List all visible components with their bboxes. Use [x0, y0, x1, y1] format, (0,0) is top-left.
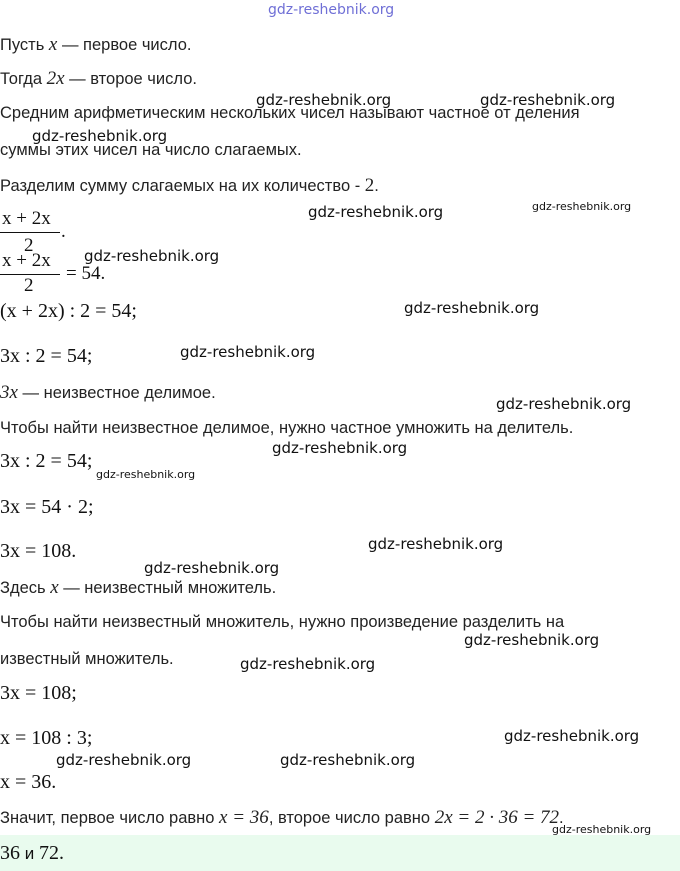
- fraction-denominator: 2: [24, 275, 34, 296]
- answer-bar: [0, 835, 680, 871]
- equation-6: 3x = 108;: [0, 682, 77, 704]
- text: , второе число равно: [268, 809, 435, 827]
- fraction-denominator: 2: [24, 235, 34, 256]
- line-first-number: [0, 34, 191, 56]
- line-unknown-factor: [0, 577, 276, 599]
- line-conclusion: [0, 807, 564, 829]
- text: Здесь: [0, 579, 51, 597]
- line-definition-1: Средним арифметическим нескольких чисел называют частное от деления: [0, 104, 580, 122]
- math-number: 2: [364, 175, 375, 196]
- math-var: x: [50, 577, 59, 598]
- text: Тогда: [0, 70, 47, 88]
- equation-2: 3x : 2 = 54;: [0, 345, 93, 367]
- fraction-numerator: x + 2x: [2, 250, 51, 271]
- fraction-tail: .: [61, 221, 66, 242]
- equation-3: 3x : 2 = 54;: [0, 450, 93, 472]
- watermark: gdz-reshebnik.org: [144, 559, 280, 577]
- math-expr: 2x = 2 · 36 = 72: [434, 807, 560, 828]
- answer-number-2: 72: [38, 842, 59, 864]
- line-second-number: [0, 68, 197, 90]
- watermark: gdz-reshebnik.org: [368, 535, 504, 553]
- equation-5: 3x = 108.: [0, 540, 77, 562]
- watermark: gdz-reshebnik.org: [504, 727, 640, 745]
- equation-4: 3x = 54 · 2;: [0, 496, 94, 518]
- watermark: gdz-reshebnik.org: [256, 91, 392, 109]
- equation-8: x = 36.: [0, 771, 57, 793]
- math-expr: x = 36: [219, 807, 269, 828]
- line-rule-factor-2: известный множитель.: [0, 650, 174, 668]
- text: — неизвестное делимое.: [17, 384, 216, 402]
- line-rule-factor-1: Чтобы найти неизвестный множитель, нужно произведение разделить на: [0, 613, 565, 631]
- text: — неизвестный множитель.: [58, 579, 277, 597]
- answer-period: .: [58, 842, 64, 864]
- text: Пусть: [0, 36, 49, 54]
- watermark: gdz-reshebnik.org: [496, 395, 632, 413]
- text: .: [374, 177, 379, 195]
- answer-text: [0, 842, 64, 865]
- text: Значит, первое число равно: [0, 809, 220, 827]
- watermark: gdz-reshebnik.org: [240, 655, 376, 673]
- fraction-numerator: x + 2x: [2, 208, 51, 229]
- text: — второе число.: [64, 70, 197, 88]
- watermark: gdz-reshebnik.org: [272, 439, 408, 457]
- text: — первое число.: [57, 36, 192, 54]
- watermark: gdz-reshebnik.org: [308, 203, 444, 221]
- math-var: x: [48, 34, 58, 55]
- fraction-tail: = 54.: [66, 263, 106, 284]
- watermark: gdz-reshebnik.org: [480, 91, 616, 109]
- fraction-bar: [0, 232, 60, 233]
- answer-number-1: 36: [0, 842, 20, 864]
- watermark: gdz-reshebnik.org: [56, 751, 192, 769]
- text: .: [559, 809, 564, 827]
- watermark: gdz-reshebnik.org: [464, 631, 600, 649]
- math-var: 3x: [0, 382, 18, 403]
- line-divide-sum: [0, 175, 379, 197]
- math-var: 2x: [46, 68, 65, 89]
- line-definition-2: суммы этих чисел на число слагаемых.: [0, 141, 302, 159]
- watermark: gdz-reshebnik.org: [280, 751, 416, 769]
- equation-7: x = 108 : 3;: [0, 727, 93, 749]
- equation-1: (x + 2x) : 2 = 54;: [0, 300, 137, 322]
- line-rule-dividend: Чтобы найти неизвестное делимое, нужно частное умножить на делитель.: [0, 419, 574, 437]
- watermark: gdz-reshebnik.org: [32, 127, 168, 145]
- watermark: gdz-reshebnik.org: [84, 247, 220, 265]
- watermark: gdz-reshebnik.org: [404, 299, 540, 317]
- line-unknown-dividend: [0, 382, 216, 404]
- watermark: gdz-reshebnik.org: [552, 823, 652, 836]
- answer-conjunction: и: [20, 844, 39, 863]
- watermark: gdz-reshebnik.org: [96, 468, 196, 481]
- watermark-top: gdz-reshebnik.org: [268, 2, 395, 18]
- watermark: gdz-reshebnik.org: [180, 343, 316, 361]
- text: Разделим сумму слагаемых на их количество -: [0, 177, 365, 195]
- watermark: gdz-reshebnik.org: [532, 200, 632, 213]
